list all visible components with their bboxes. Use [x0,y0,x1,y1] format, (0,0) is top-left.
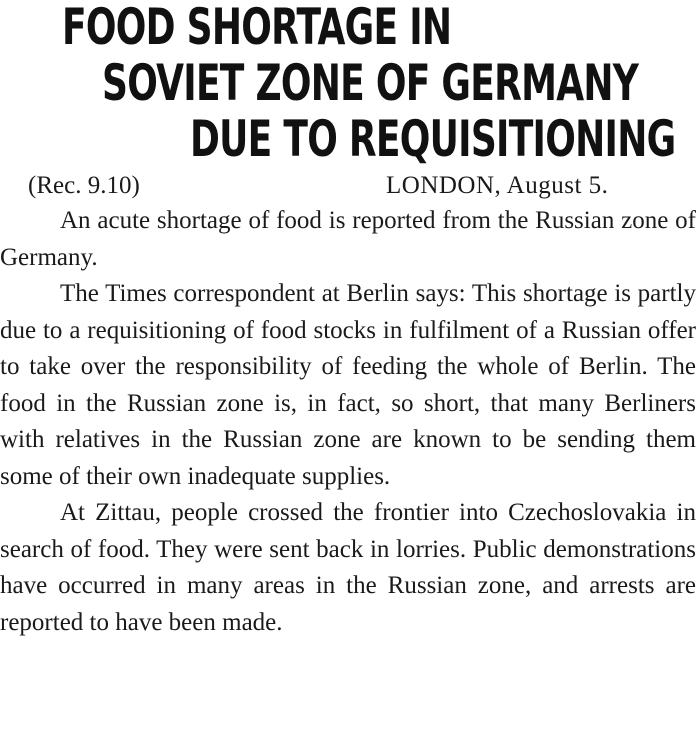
paragraph: An acute shortage of food is reported from the Russian zone of Germany. [0,207,696,271]
received-note: (Rec. 9.10) [28,172,140,199]
place-date: LONDON, August 5. [386,172,609,199]
headline-line-1: FOOD SHORTAGE IN [62,0,452,56]
paragraph: At Zittau, people crossed the frontier into Czechoslovakia in search of food. They were sent back in lorries. Public demonstrations have occurred in many areas in the Russian zone, and arrests are reported to have been made. [0,499,696,636]
dateline [0,169,700,203]
article-body [0,203,696,641]
headline-line-3: DUE TO REQUISITIONING [190,110,676,168]
headline-line-2: SOVIET ZONE OF GERMANY [102,54,639,112]
paragraph: The Times correspondent at Berlin says: This shortage is partly due to a requisitioning of food stocks in fulfilment of a Russian offer to take over the responsibility of feeding the whole of Berlin. The food in the Russian zone is, in fact, so short, that many Berliners with relatives in the Russian zone are known to be sending them some of their own inadequate supplies. [0,280,696,490]
